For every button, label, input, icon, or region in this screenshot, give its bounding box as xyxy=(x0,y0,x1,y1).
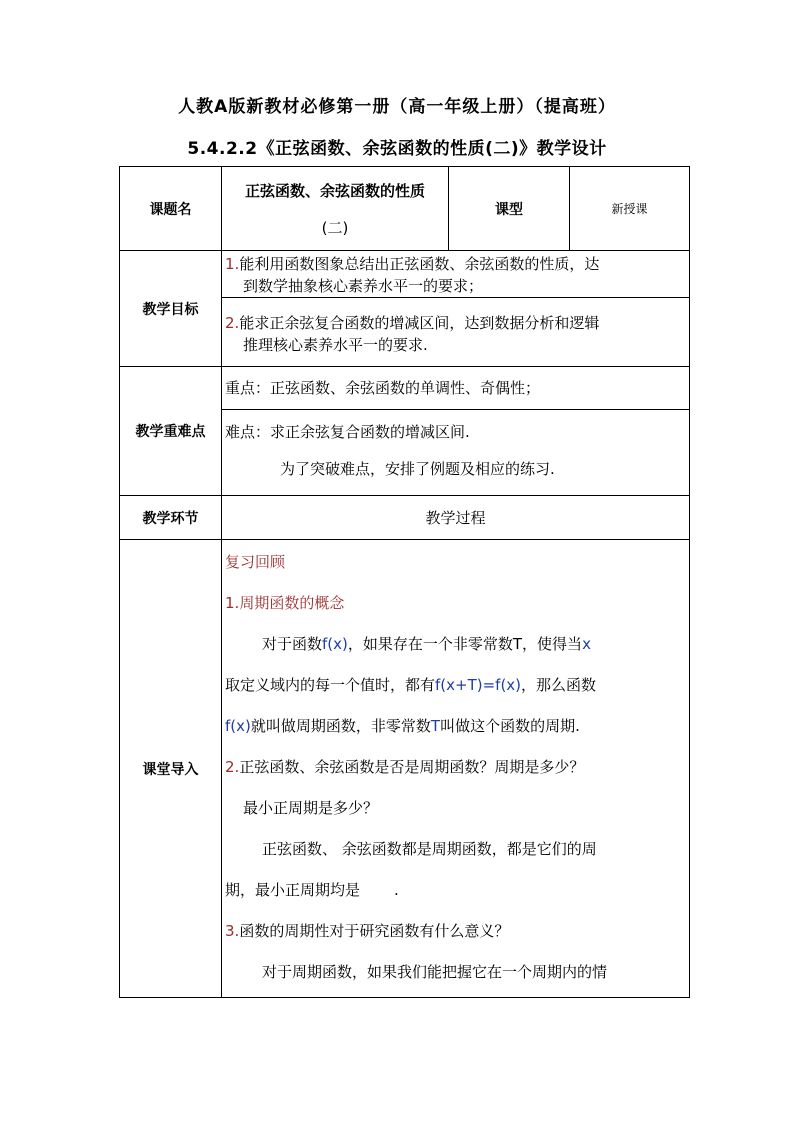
intro-row xyxy=(120,540,690,998)
goal-2-line1: 能求正余弦复合函数的增减区间，达到数据分析和逻辑 xyxy=(239,313,600,332)
answer-2-line-2 xyxy=(222,870,689,911)
answer-2-line-1: 正弦函数、 余弦函数都是周期函数，都是它们的周 xyxy=(262,840,597,858)
goal-item-2 xyxy=(222,298,689,366)
process-header-row xyxy=(120,496,690,540)
formula-x: x xyxy=(582,635,591,653)
question-2-continued: 最小正周期是多少？ xyxy=(243,799,379,817)
definition-text-1b: ，如果存在一个非零常数T，使得当 xyxy=(347,635,583,653)
goals-cell xyxy=(222,251,690,367)
keypoints-row xyxy=(120,367,690,496)
formula-T: T xyxy=(430,717,441,735)
definition-text-2b: ，那么函数 xyxy=(521,676,597,694)
goal-2-number: 2. xyxy=(225,313,240,332)
question-3-number: 3. xyxy=(225,922,240,940)
keypoints-label: 教学重难点 xyxy=(120,367,222,496)
definition-text-3a: 就叫做周期函数，非零常数 xyxy=(250,717,431,735)
intro-label: 课堂导入 xyxy=(120,540,222,998)
question-3 xyxy=(222,911,689,952)
topic-value-line1: 正弦函数、余弦函数的性质 xyxy=(244,181,425,200)
type-value: 新授课 xyxy=(570,167,690,251)
question-3-text: 函数的周期性对于研究函数有什么意义？ xyxy=(239,922,510,940)
definition-line-3 xyxy=(222,706,689,747)
goal-item-1 xyxy=(222,252,689,298)
document-subtitle: 5.4.2.2《正弦函数、余弦函数的性质(二)》教学设计 xyxy=(187,139,607,159)
goal-1-line1: 能利用函数图象总结出正弦函数、余弦函数的性质，达 xyxy=(239,254,600,273)
goals-label: 教学目标 xyxy=(120,251,222,367)
goal-1-line2: 到数学抽象核心素养水平一的要求； xyxy=(243,276,484,295)
definition-text-2a: 取定义域内的每一个值时，都有 xyxy=(225,676,436,694)
topic-value xyxy=(222,167,449,251)
definition-line-1 xyxy=(222,624,689,665)
question-2-number: 2. xyxy=(225,758,240,776)
document-title: 人教A版新教材必修第一册（高一年级上册）（提高班） xyxy=(178,97,616,117)
answer-3-line-1: 对于周期函数，如果我们能把握它在一个周期内的情 xyxy=(262,963,608,981)
review-heading: 复习回顾 xyxy=(225,553,286,571)
goal-1-number: 1. xyxy=(225,254,240,273)
topic-value-line2: (二) xyxy=(321,218,349,237)
definition-line-2 xyxy=(222,665,689,706)
type-label: 课型 xyxy=(449,167,570,251)
answer-2-end: . xyxy=(394,881,399,899)
intro-cell xyxy=(222,540,690,998)
process-stage-label: 教学环节 xyxy=(120,496,222,540)
formula-fx-1: f(x) xyxy=(322,635,348,653)
lesson-plan-table xyxy=(119,166,690,998)
keypoints-cell xyxy=(222,367,690,496)
goal-2-line2: 推理核心素养水平一的要求. xyxy=(243,335,428,354)
formula-fxt: f(x+T)=f(x) xyxy=(435,676,522,694)
key-point: 重点：正弦函数、余弦函数的单调性、奇偶性； xyxy=(222,367,689,410)
question-2-text: 正弦函数、余弦函数是否是周期函数？周期是多少？ xyxy=(239,758,585,776)
definition-text-3b: 叫做这个函数的周期. xyxy=(440,717,580,735)
topic-row xyxy=(120,167,690,251)
definition-text-1a: 对于函数 xyxy=(262,635,323,653)
topic-label: 课题名 xyxy=(120,167,222,251)
question-1-text: 周期函数的概念 xyxy=(239,594,345,612)
process-label: 教学过程 xyxy=(222,496,690,540)
answer-2-text: 期，最小正周期均是 xyxy=(225,881,361,899)
question-2 xyxy=(222,747,689,788)
formula-fx-2: f(x) xyxy=(225,717,251,735)
question-1 xyxy=(222,583,689,624)
goals-row xyxy=(120,251,690,367)
difficult-point-block xyxy=(222,410,689,495)
difficult-note: 为了突破难点，安排了例题及相应的练习. xyxy=(280,460,555,478)
question-1-number: 1. xyxy=(225,594,240,612)
difficult-point: 难点：求正余弦复合函数的增减区间. xyxy=(225,423,470,441)
